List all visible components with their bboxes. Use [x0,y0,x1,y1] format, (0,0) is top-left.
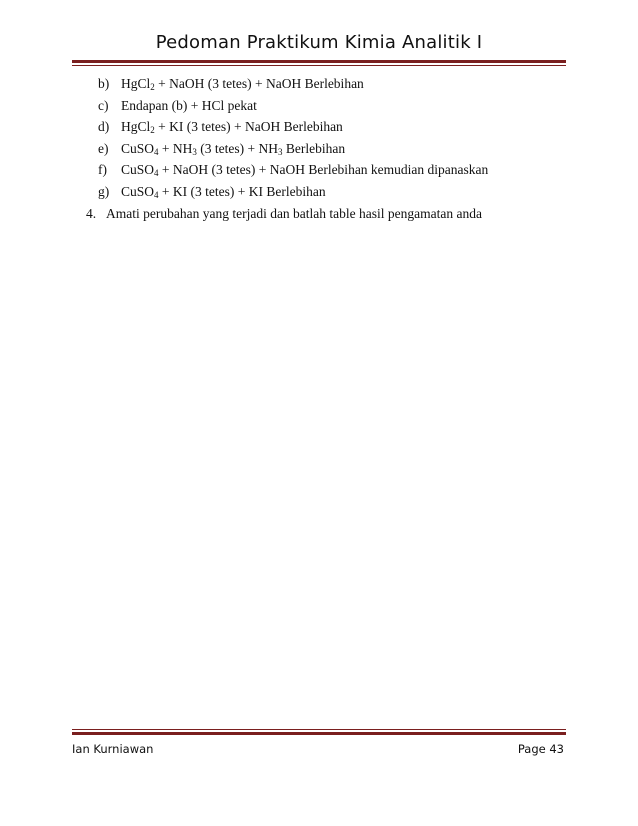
procedure-sub-item [98,119,343,135]
header-rule-thin [72,65,566,66]
sub-item-marker: c) [98,97,109,113]
footer-author: Ian Kurniawan [72,742,154,756]
formula-text: + NH [158,140,193,156]
formula-text: (3 tetes) + NH [196,140,278,156]
sub-item-text [121,162,488,177]
sub-item-text [121,141,345,156]
formula-text: CuSO [121,140,155,156]
formula-subscript: 2 [150,82,155,92]
formula-text: + NaOH (3 tetes) + NaOH Berlebihan kemudian dipanaskan [158,162,489,178]
formula-text: CuSO [121,184,155,199]
formula-subscript: 2 [150,125,155,136]
sub-item-text [121,184,326,199]
formula-text: HgCl [121,119,151,135]
formula-subscript: 4 [154,168,159,179]
formula-text: Endapan (b) + HCl pekat [121,97,257,113]
formula-text: + NaOH (3 tetes) + NaOH Berlebihan [154,76,364,91]
sub-item-marker: e) [98,140,109,156]
procedure-step-4 [86,206,482,222]
footer-rule-thin [72,729,566,730]
footer-rule-thick [72,732,566,735]
step-text: Amati perubahan yang terjadi dan batlah table hasil pengamatan anda [106,206,482,221]
sub-item-text [121,76,364,91]
sub-item-text [121,119,343,134]
footer-page-number: Page 43 [517,742,564,756]
procedure-sub-item [98,76,364,92]
sub-item-text [121,98,257,113]
sub-item-marker: f) [98,162,107,178]
formula-text: + KI (3 tetes) + KI Berlebihan [158,184,326,199]
formula-text: Berlebihan [282,140,346,156]
procedure-sub-item [98,184,326,200]
sub-item-marker: d) [98,119,110,135]
formula-text: + KI (3 tetes) + NaOH Berlebihan [154,119,343,135]
procedure-sub-item [98,141,345,157]
step-number: 4. [86,206,97,221]
formula-subscript: 4 [154,190,159,200]
formula-subscript: 3 [277,146,283,157]
formula-text: HgCl [121,76,151,91]
sub-item-marker: b) [98,76,110,91]
formula-text: CuSO [121,162,155,178]
formula-subscript: 3 [192,146,197,157]
procedure-sub-item [98,162,488,178]
sub-item-marker: g) [98,184,110,199]
page-title: Pedoman Praktikum Kimia Analitik I [155,32,483,53]
formula-subscript: 4 [154,146,159,157]
header-rule-thick [72,60,566,63]
procedure-sub-item [98,98,257,114]
